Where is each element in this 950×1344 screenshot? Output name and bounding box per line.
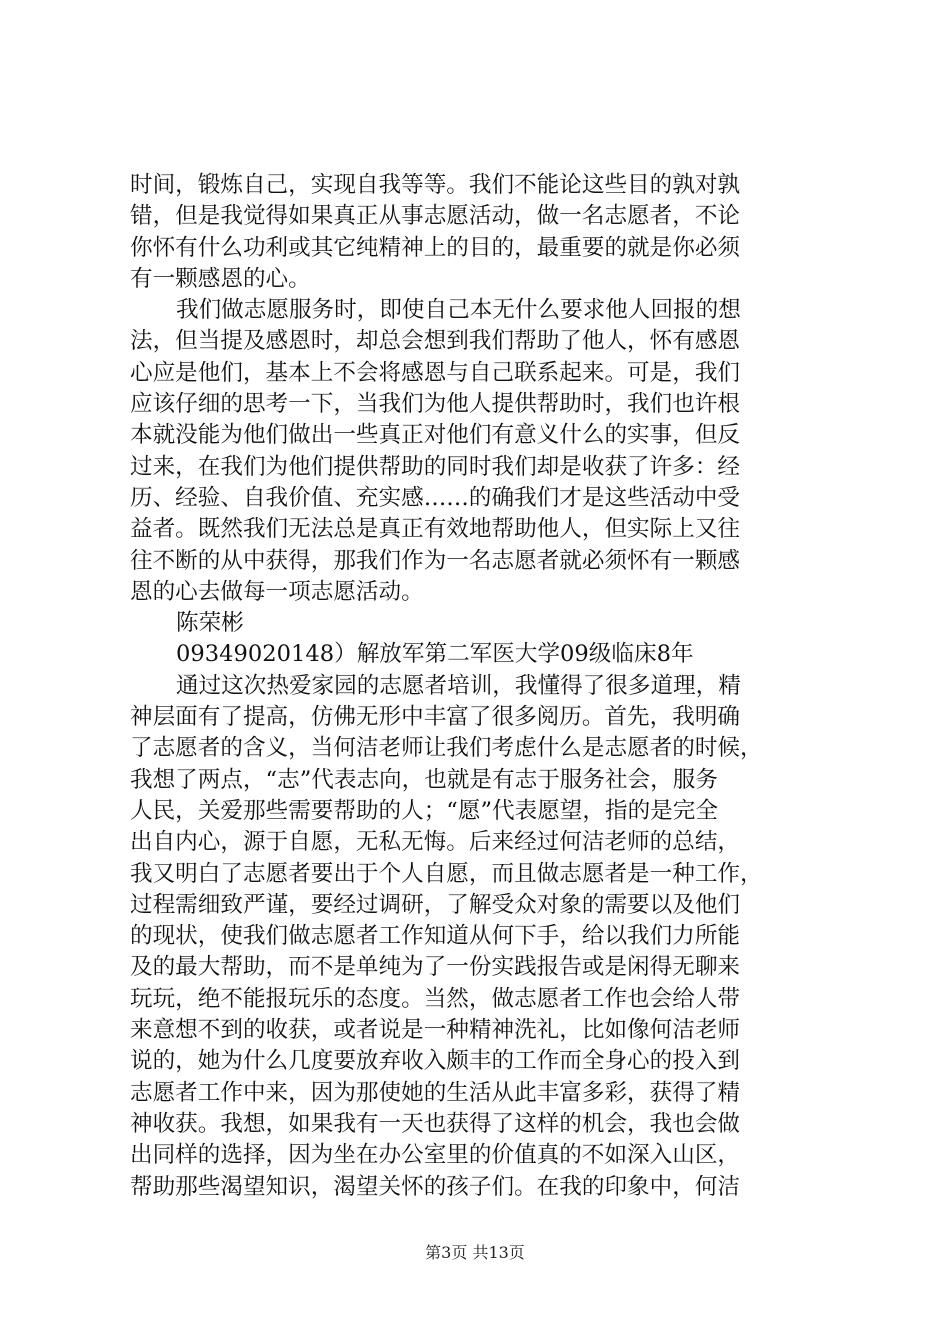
text-line: 本就没能为他们做出一些真正对他们有意义什么的实事，但反: [130, 422, 741, 449]
text-line: 的现状，使我们做志愿者工作知道从何下手，给以我们力所能: [130, 923, 741, 950]
text-line: 错，但是我觉得如果真正从事志愿活动，做一名志愿者，不论: [130, 203, 741, 230]
text-line: 往不断的从中获得，那我们作为一名志愿者就必须怀有一颗感: [130, 547, 741, 574]
text-line: 我想了两点，“志”代表志向，也就是有志于服务社会，服务: [130, 766, 718, 793]
page-footer: 第3页 共13页: [425, 1243, 525, 1262]
document-body: [130, 170, 830, 1203]
text-line: 恩的心去做每一项志愿活动。: [130, 578, 424, 605]
text-line: 神收获。我想，如果我有一天也获得了这样的机会，我也会做: [130, 1110, 741, 1137]
text-line: 及的最大帮助，而不是单纯为了一份实践报告或是闲得无聊来: [130, 954, 741, 981]
text-line: 帮助那些渴望知识，渴望关怀的孩子们。在我的印象中，何洁: [130, 1173, 741, 1200]
text-line: 人民，关爱那些需要帮助的人；“愿”代表愿望，指的是完全: [130, 797, 718, 824]
author-info: 09349020148）解放军第二军医大学09级临床8年: [176, 641, 694, 668]
text-line: 志愿者工作中来，因为那使她的生活从此丰富多彩，获得了精: [130, 1079, 741, 1106]
text-line: 玩玩，绝不能报玩乐的态度。当然，做志愿者工作也会给人带: [130, 985, 741, 1012]
text-line: 你怀有什么功利或其它纯精神上的目的，最重要的就是你必须: [130, 234, 741, 261]
author-name: 陈荣彬: [176, 610, 244, 637]
text-line: 有一颗感恩的心。: [130, 265, 311, 292]
text-line: 来意想不到的收获，或者说是一种精神洗礼，比如像何洁老师: [130, 1017, 741, 1044]
text-line: 出自内心，源于自愿，无私无悔。后来经过何洁老师的总结，: [130, 829, 741, 856]
text-line: 过来，在我们为他们提供帮助的同时我们却是收获了许多：经: [130, 453, 741, 480]
text-line: 历、经验、自我价值、充实感……的确我们才是这些活动中受: [130, 484, 741, 511]
text-line: 过程需细致严谨，要经过调研，了解受众对象的需要以及他们: [130, 891, 741, 918]
text-line: 神层面有了提高，仿佛无形中丰富了很多阅历。首先，我明确: [130, 704, 741, 731]
text-line: 心应是他们，基本上不会将感恩与自己联系起来。可是，我们: [130, 359, 741, 386]
text-line: 时间，锻炼自己，实现自我等等。我们不能论这些目的孰对孰: [130, 172, 741, 198]
text-line: 了志愿者的含义，当何洁老师让我们考虑什么是志愿者的时候，: [130, 735, 763, 762]
paragraph-first-line: 我们做志愿服务时，即使自己本无什么要求他人回报的想: [176, 297, 741, 324]
text-line: 益者。既然我们无法总是真正有效地帮助他人，但实际上又往: [130, 516, 741, 543]
text-line: 法，但当提及感恩时，却总会想到我们帮助了他人，怀有感恩: [130, 328, 741, 355]
text-line: 我又明白了志愿者要出于个人自愿，而且做志愿者是一种工作，: [130, 860, 763, 887]
text-line: 出同样的选择，因为坐在办公室里的价值真的不如深入山区，: [130, 1142, 741, 1169]
text-line: 说的，她为什么几度要放弃收入颇丰的工作而全身心的投入到: [130, 1048, 741, 1075]
paragraph-first-line: 通过这次热爱家园的志愿者培训，我懂得了很多道理，精: [176, 672, 741, 699]
text-line: 应该仔细的思考一下，当我们为他人提供帮助时，我们也许根: [130, 391, 741, 418]
